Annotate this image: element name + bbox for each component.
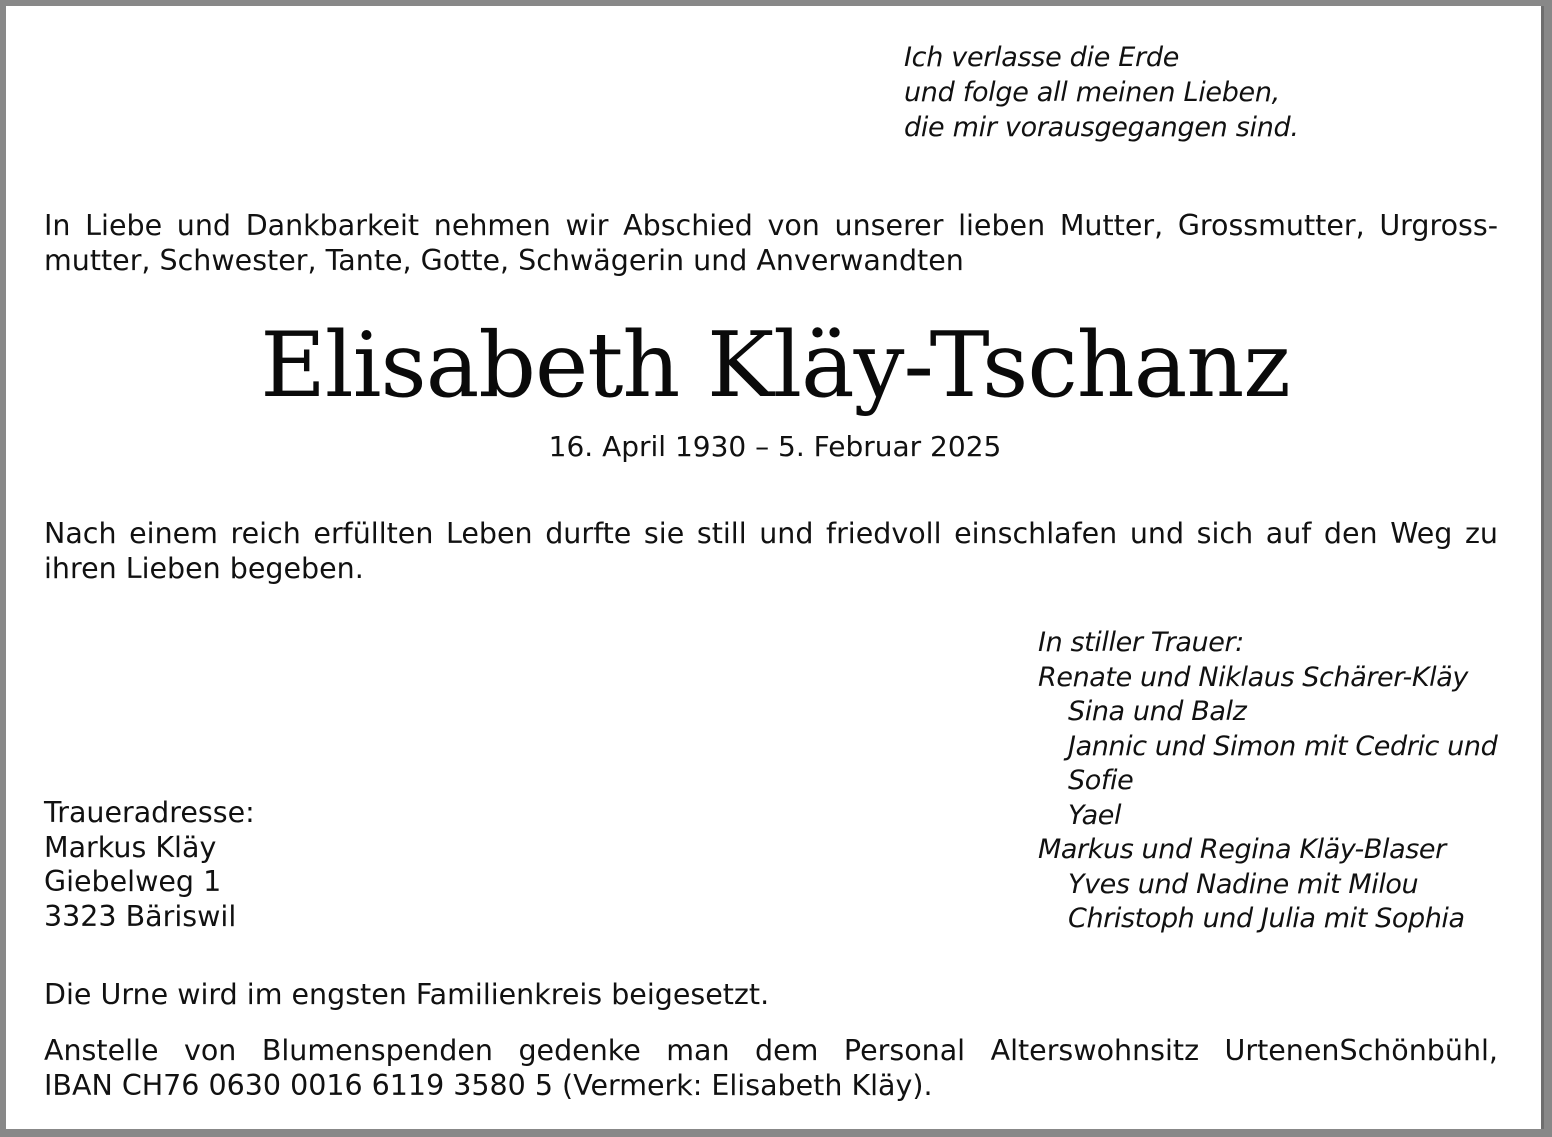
motto-line: und folge all meinen Lieben, — [904, 77, 1280, 108]
motto-verse — [904, 40, 1299, 145]
donation-line: Anstelle von Blumenspenden gedenke man dem Personal Alterswohnsitz UrtenenSchönbühl, — [44, 1034, 1498, 1067]
donation-line: IBAN CH76 0630 0016 6119 3580 5 (Vermerk: Elisabeth Kläy). — [44, 1069, 933, 1102]
intro-paragraph — [44, 208, 1498, 278]
mourning-address — [44, 796, 255, 934]
intro-line: mutter, Schwester, Tante, Gotte, Schwägerin und Anverwandten — [44, 244, 964, 277]
address-name: Markus Kläy — [44, 830, 217, 864]
mourner-entry: Sina und Balz — [1068, 696, 1247, 727]
obituary-page — [6, 6, 1544, 1129]
deceased-name: Elisabeth Kläy-Tschanz — [260, 313, 1290, 418]
mourner-entry: Markus und Regina Kläy-Blaser — [1038, 834, 1446, 865]
mourner-entry: Christoph und Julia mit Sophia — [1068, 903, 1465, 934]
mourner-entry: Sofie — [1068, 765, 1134, 796]
motto-line: die mir vorausgegangen sind. — [904, 112, 1299, 143]
mourner-entry: Jannic und Simon mit Cedric und — [1068, 730, 1498, 762]
mourner-entry: Renate und Niklaus Schärer-Kläy — [1038, 661, 1468, 693]
motto-line: Ich verlasse die Erde — [904, 42, 1180, 73]
life-dates: 16. April 1930 – 5. Februar 2025 — [548, 430, 1002, 463]
urn-notice: Die Urne wird im engsten Familienkreis beigesetzt. — [44, 978, 770, 1011]
donation-paragraph — [44, 1033, 1498, 1103]
intro-line: In Liebe und Dankbarkeit nehmen wir Abschied von unserer lieben Mutter, Grossmutter, Urgross- — [44, 209, 1498, 242]
address-street: Giebelweg 1 — [44, 865, 222, 898]
address-city: 3323 Bäriswil — [44, 899, 237, 933]
mourners-list — [1038, 626, 1497, 937]
mourner-entry: Yael — [1068, 799, 1122, 831]
life-paragraph — [44, 516, 1498, 586]
mourners-heading: In stiller Trauer: — [1038, 627, 1244, 658]
address-label: Traueradresse: — [44, 796, 255, 829]
life-line: ihren Lieben begeben. — [44, 552, 364, 585]
mourner-entry: Yves und Nadine mit Milou — [1068, 868, 1419, 900]
life-line: Nach einem reich erfüllten Leben durfte sie still und friedvoll einschlafen und sich auf den Weg zu — [44, 517, 1498, 550]
